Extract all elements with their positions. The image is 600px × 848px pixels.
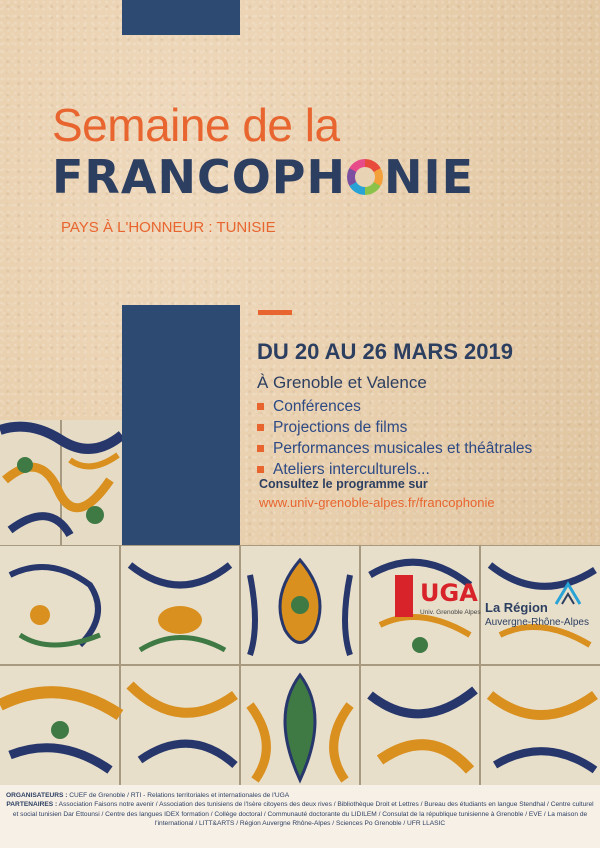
region-mountain-icon xyxy=(553,580,583,606)
event-dates: DU 20 AU 26 MARS 2019 xyxy=(257,339,513,364)
uga-logo-bar xyxy=(395,575,413,617)
bullet-icon xyxy=(257,466,264,473)
bullet-icon xyxy=(257,424,264,431)
partner-logos xyxy=(395,575,595,635)
region-logo-name: La Région xyxy=(485,600,548,615)
bullet-icon xyxy=(257,445,264,452)
middle-blue-block xyxy=(122,305,240,545)
uga-logo-subtext: Univ. Grenoble Alpes xyxy=(420,609,481,616)
top-blue-block xyxy=(122,0,240,35)
francophonie-ring-icon xyxy=(347,159,383,195)
region-logo-subtext: Auvergne-Rhône-Alpes xyxy=(485,617,589,628)
event-list xyxy=(257,396,532,480)
tile-mosaic-left xyxy=(0,420,122,545)
credits-footer xyxy=(0,785,600,848)
program-url-link[interactable]: www.univ-grenoble-alpes.fr/francophonie xyxy=(259,495,495,510)
bullet-icon xyxy=(257,403,264,410)
guest-country-subtitle: PAYS À L'HONNEUR : TUNISIE xyxy=(61,219,276,236)
title-line-2 xyxy=(52,150,474,204)
uga-logo-text: UGA xyxy=(420,579,478,607)
event-cities: À Grenoble et Valence xyxy=(257,373,427,392)
partners-line: PARTENAIRES : Association Faisons notre avenir / Association des tunisiens de l'Isère citoyens des deux rives / Bibliothèque Droit et Lettres / Bureau des étudiants en langue Stendhal / Centre culturel et social tunisien Dar Ettounsi / Centre des langues IDEX formation / Collège doctoral / Communauté doctorante du LIDILEM / Consulat de la république tunisienne à Grenoble / EVE / La maison de l'international / LITT&ARTS / Région Auvergne Rhône-Alpes / Sciences Po Grenoble / UFR LLASIC xyxy=(6,801,594,827)
title-line-1: Semaine de la xyxy=(52,99,340,151)
event-list-item: Ateliers interculturels... xyxy=(257,459,532,480)
program-label: Consultez le programme sur xyxy=(259,477,428,491)
event-list-item: Projections de films xyxy=(257,417,532,438)
title-line-2-part-2: NIE xyxy=(384,150,475,204)
title-line-2-part-1: FRANCOPH xyxy=(52,150,347,204)
organisers-line: ORGANISATEURS : CUEF de Grenoble / RTI - Relations territoriales et internationales de l'UGA xyxy=(6,792,290,799)
event-list-item: Conférences xyxy=(257,396,532,417)
tile-pattern-left xyxy=(0,420,122,545)
orange-accent-line xyxy=(258,310,292,315)
event-list-item: Performances musicales et théâtrales xyxy=(257,438,532,459)
